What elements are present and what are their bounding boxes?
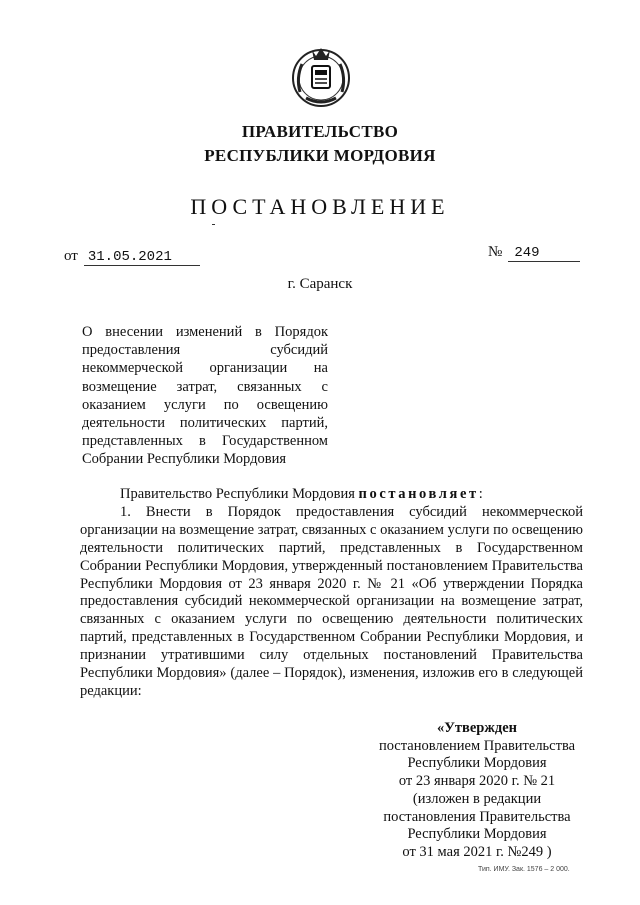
resolves-word: постановляет (358, 486, 479, 502)
intro-paragraph (80, 486, 583, 504)
print-footer: Тип. ИМУ. Зак. 1576 – 2 000. (478, 866, 570, 873)
approval-block (358, 720, 596, 862)
intro-tail: : (478, 486, 483, 502)
coat-of-arms-icon (290, 44, 352, 110)
document-body (80, 486, 583, 701)
number-prefix: № (488, 244, 503, 260)
approval-line-5: (изложен в редакции (412, 790, 542, 807)
approval-line-7: Республики Мордовия (407, 826, 547, 843)
approval-line-6: постановления Правительства (383, 808, 571, 825)
stray-mark (212, 224, 215, 225)
date-row (64, 248, 200, 266)
subject-heading: О внесении изменений в Порядок предоставления субсидий некоммерческой организации на возмещение затрат, связанных с оказанием услуги по освещению деятельности политических партий, представленных в Государственном Собрании Республики Мордовия (82, 324, 328, 468)
document-type-title: ПОСТАНОВЛЕНИЕ (190, 194, 450, 219)
approval-line-1: «Утвержден (437, 720, 517, 736)
approval-line-3: Республики Мордовия (407, 755, 547, 772)
approval-line-4: от 23 января 2020 г. № 21 (398, 773, 556, 790)
intro-lead: Правительство Республики Мордовия (120, 486, 359, 502)
document-date: 31.05.2021 (84, 249, 200, 266)
approval-line-8: от 31 мая 2021 г. №249 ) (402, 843, 552, 860)
government-name-line1: ПРАВИТЕЛЬСТВО (241, 122, 399, 141)
city-label: г. Саранск (287, 276, 353, 292)
approval-line-2: постановлением Правительства (378, 737, 576, 754)
government-name-line2: РЕСПУБЛИКИ МОРДОВИЯ (204, 146, 436, 165)
item-1-paragraph: 1. Внести в Порядок предоставления субсидий некоммерческой организации на возмещение затрат, связанных с оказанием услуги по освещению деятельности политических партий, представленных в Государственном Собрании Республики Мордовия, утвержденный постановлением Правительства Республики Мордовия от 23 января 2020 г. № 21 «Об утверждении Порядка предоставления субсидий некоммерческой организации на возмещение затрат, связанных с оказанием услуги по освещению деятельности политических партий, представленных в Государственном Собрании Республики Мордовия, и признании утратившими силу отдельных постановлений Правительства Республики Мордовия» (далее – Порядок), изменения, изложив его в следующей редакции: (80, 503, 583, 699)
number-row (488, 244, 580, 262)
date-prefix: от (64, 248, 78, 264)
document-number: 249 (508, 245, 580, 262)
